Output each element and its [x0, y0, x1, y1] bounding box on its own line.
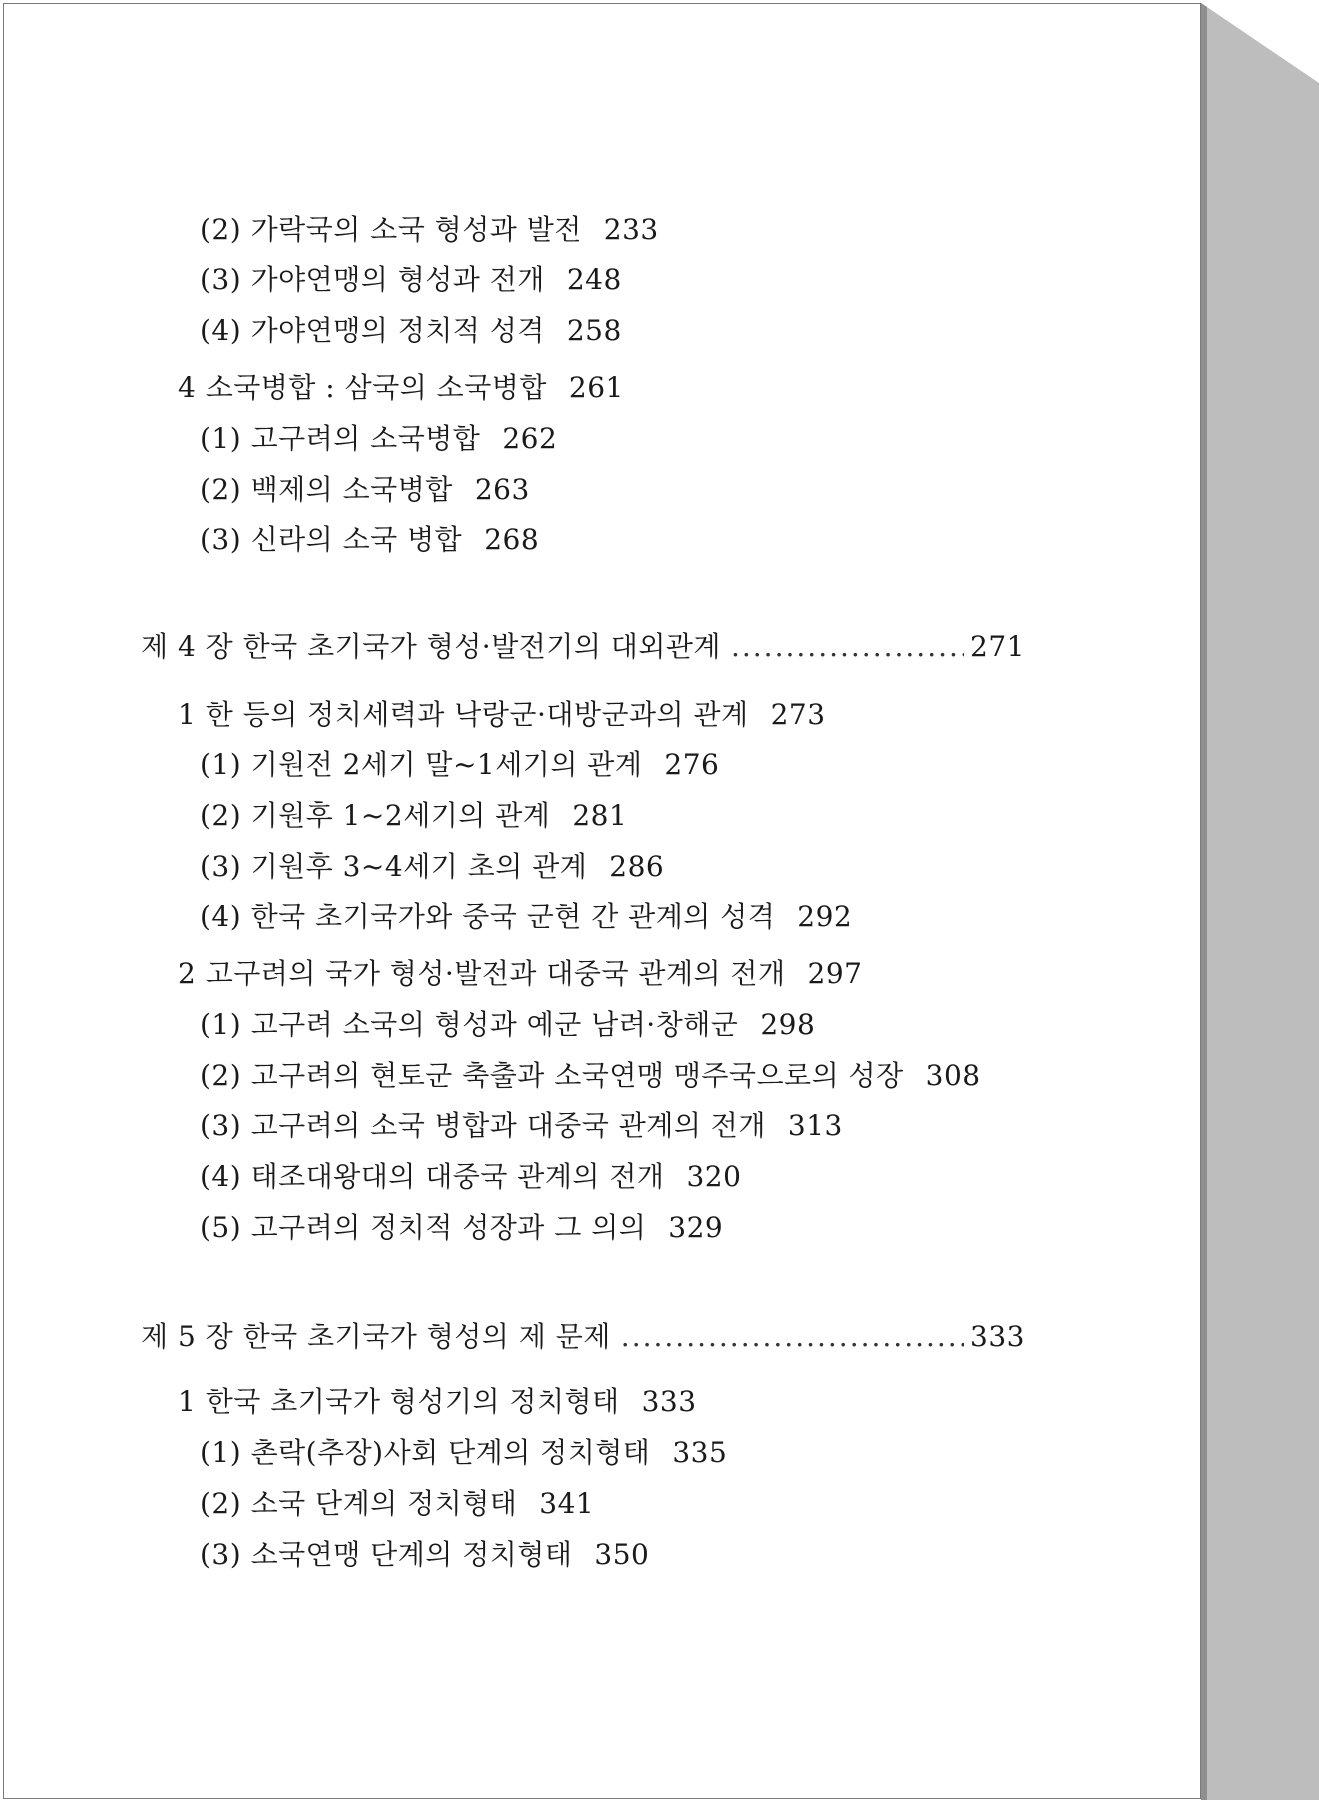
- toc-item[interactable]: [200, 1210, 723, 1246]
- toc-chapter-5[interactable]: [141, 1319, 1025, 1355]
- toc-item[interactable]: [200, 1159, 741, 1195]
- toc-item-label: (2) 백제의 소국병합: [200, 473, 453, 506]
- toc-item-page: 350: [594, 1538, 650, 1571]
- toc-item-label: (2) 기원후 1~2세기의 관계: [200, 799, 551, 832]
- toc-section[interactable]: [178, 956, 863, 992]
- toc-item[interactable]: [200, 849, 664, 885]
- toc-item[interactable]: [200, 747, 719, 783]
- toc-item[interactable]: [200, 313, 622, 349]
- toc-item-page: 292: [797, 900, 853, 933]
- toc-item-label: (3) 가야연맹의 형성과 전개: [200, 263, 545, 296]
- toc-item-label: (2) 가락국의 소국 형성과 발전: [200, 213, 582, 246]
- book-edge-shadow: [1201, 3, 1319, 1800]
- toc-section-label: 2 고구려의 국가 형성·발전과 대중국 관계의 전개: [178, 957, 786, 990]
- toc-item-label: (3) 고구려의 소국 병합과 대중국 관계의 전개: [200, 1109, 766, 1142]
- toc-item-page: 313: [787, 1109, 843, 1142]
- toc-item-page: 329: [668, 1211, 724, 1244]
- toc-item[interactable]: [200, 1007, 815, 1043]
- toc-item-label: (2) 고구려의 현토군 축출과 소국연맹 맹주국으로의 성장: [200, 1059, 904, 1092]
- toc-section-label: 4 소국병합 : 삼국의 소국병합: [178, 371, 547, 404]
- toc-section[interactable]: [178, 370, 624, 406]
- toc-item-label: (1) 고구려의 소국병합: [200, 422, 481, 455]
- toc-item[interactable]: [200, 212, 659, 248]
- toc-item-label: (1) 고구려 소국의 형성과 예군 남려·창해군: [200, 1008, 739, 1041]
- toc-chapter-label: 제 4 장 한국 초기국가 형성·발전기의 대외관계: [141, 630, 721, 663]
- toc-item[interactable]: [200, 262, 622, 298]
- toc-item-label: (5) 고구려의 정치적 성장과 그 의의: [200, 1211, 647, 1244]
- toc-section-page: 333: [641, 1385, 697, 1418]
- toc-item-label: (3) 신라의 소국 병합: [200, 523, 463, 556]
- toc-item-label: (2) 소국 단계의 정치형태: [200, 1487, 518, 1520]
- toc-item-label: (1) 촌락(추장)사회 단계의 정치형태: [200, 1436, 651, 1469]
- toc-item-label: (3) 기원후 3~4세기 초의 관계: [200, 850, 588, 883]
- toc-item-label: (3) 소국연맹 단계의 정치형태: [200, 1538, 573, 1571]
- toc-item-page: 248: [566, 263, 622, 296]
- toc-item-page: 308: [925, 1059, 981, 1092]
- toc-item[interactable]: [200, 522, 539, 558]
- toc-item[interactable]: [200, 798, 627, 834]
- toc-item[interactable]: [200, 472, 530, 508]
- toc-chapter-page: 333: [970, 1320, 1025, 1353]
- toc-section-page: 261: [568, 371, 624, 404]
- toc-leader-dots: [621, 1319, 964, 1355]
- toc-item-label: (1) 기원전 2세기 말~1세기의 관계: [200, 748, 643, 781]
- toc-item[interactable]: [200, 1486, 594, 1522]
- toc-item-page: 262: [502, 422, 558, 455]
- toc-item-page: 258: [566, 314, 622, 347]
- toc-item[interactable]: [200, 421, 557, 457]
- toc-item-page: 286: [609, 850, 665, 883]
- toc-section-label: 1 한 등의 정치세력과 낙랑군·대방군과의 관계: [178, 698, 749, 731]
- toc-chapter-4[interactable]: [141, 629, 1025, 665]
- toc-item-label: (4) 가야연맹의 정치적 성격: [200, 314, 545, 347]
- toc-item[interactable]: [200, 1537, 649, 1573]
- toc-item-page: 341: [539, 1487, 595, 1520]
- toc-item[interactable]: [200, 1058, 981, 1094]
- toc-item-page: 320: [686, 1160, 742, 1193]
- toc-item-page: 281: [572, 799, 628, 832]
- toc-leader-dots: [731, 629, 964, 665]
- toc-item-page: 263: [474, 473, 530, 506]
- toc-item[interactable]: [200, 899, 852, 935]
- toc-item[interactable]: [200, 1108, 843, 1144]
- toc-item[interactable]: [200, 1435, 727, 1471]
- toc-section[interactable]: [178, 697, 826, 733]
- toc-item-page: 335: [672, 1436, 728, 1469]
- toc-item-page: 298: [760, 1008, 816, 1041]
- toc-item-label: (4) 태조대왕대의 대중국 관계의 전개: [200, 1160, 665, 1193]
- toc-chapter-page: 271: [970, 630, 1025, 663]
- toc-section[interactable]: [178, 1384, 697, 1420]
- toc-item-label: (4) 한국 초기국가와 중국 군현 간 관계의 성격: [200, 900, 776, 933]
- toc-item-page: 276: [664, 748, 720, 781]
- toc-chapter-label: 제 5 장 한국 초기국가 형성의 제 문제: [141, 1320, 611, 1353]
- toc-item-page: 268: [484, 523, 540, 556]
- toc-section-page: 273: [770, 698, 826, 731]
- toc-item-page: 233: [603, 213, 659, 246]
- toc-section-page: 297: [807, 957, 863, 990]
- toc-section-label: 1 한국 초기국가 형성기의 정치형태: [178, 1385, 620, 1418]
